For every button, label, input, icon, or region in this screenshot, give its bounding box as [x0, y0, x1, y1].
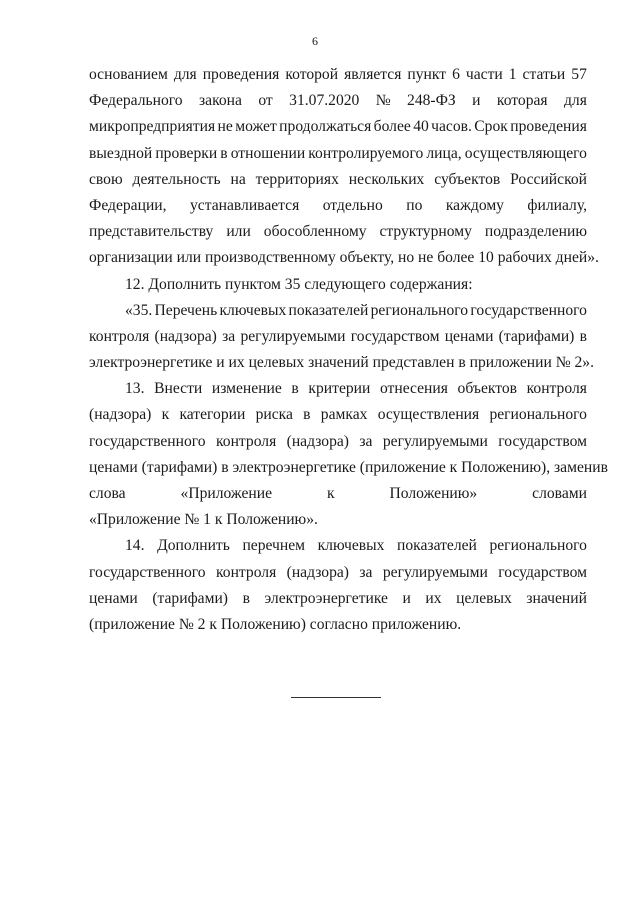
- word: 31.07.2020: [289, 92, 360, 110]
- word: осуществления: [377, 406, 480, 424]
- word: (надзора): [286, 432, 350, 450]
- word: для: [564, 92, 587, 110]
- word: контроля: [215, 432, 277, 450]
- word: отношении: [230, 144, 306, 162]
- word: лица,: [426, 144, 462, 162]
- word: на: [230, 170, 246, 188]
- text-line-last: «Приложение № 1 к Положению».: [89, 511, 318, 529]
- word: более: [373, 118, 411, 136]
- word: государством: [498, 563, 587, 581]
- word: (надзора): [286, 563, 350, 581]
- paragraph-item-13: [89, 376, 608, 533]
- paragraph-item-12: [89, 272, 587, 298]
- word: электроэнергетике: [264, 589, 388, 607]
- word: целевых: [456, 589, 512, 607]
- word: микропредприятия: [89, 118, 216, 136]
- word: 13.: [125, 380, 145, 398]
- word: Дополнить: [157, 537, 230, 555]
- word: 1: [508, 66, 517, 83]
- paragraph-item-14: [89, 533, 587, 638]
- word: от: [258, 92, 273, 110]
- word: 14.: [125, 537, 145, 555]
- word: и: [402, 589, 411, 607]
- document-body: [89, 62, 608, 638]
- word: контроля: [526, 380, 587, 398]
- word: ценами: [89, 589, 138, 607]
- word: слова: [89, 485, 126, 502]
- word: часов.: [431, 118, 472, 136]
- word: проведения: [510, 118, 587, 136]
- word: значений: [526, 589, 587, 607]
- word: статьи: [522, 66, 566, 83]
- word: деятельность: [132, 170, 221, 188]
- text-line: [89, 429, 587, 455]
- word: филиалу,: [527, 196, 587, 214]
- word: (тарифами): [152, 589, 229, 607]
- word: осуществляющего: [464, 144, 587, 162]
- word: территориях: [255, 170, 339, 188]
- word: за: [359, 432, 373, 450]
- word: которая: [496, 92, 548, 110]
- word: изменение: [211, 380, 282, 398]
- word: риска: [255, 406, 293, 424]
- word: Положению»: [389, 485, 478, 502]
- word: обособленному: [263, 223, 367, 241]
- word: регионального: [370, 301, 469, 319]
- text-line: [89, 167, 587, 193]
- word: за: [359, 563, 373, 581]
- word: категории: [179, 406, 246, 424]
- text-line: [89, 298, 587, 324]
- word: (тарифами): [498, 327, 575, 345]
- word: Федерального: [89, 92, 183, 110]
- text-line: [89, 219, 587, 245]
- text-line: [89, 402, 587, 428]
- word: регулируемыми: [382, 563, 488, 581]
- word: за: [222, 327, 236, 345]
- word: выездной: [89, 144, 153, 162]
- text-line: [89, 376, 587, 402]
- paragraph-item-35-quote: [89, 298, 594, 377]
- word: для: [173, 66, 197, 83]
- word: Федерации,: [89, 196, 167, 214]
- word: устанавливается: [189, 196, 300, 214]
- word: в: [242, 589, 250, 607]
- word: Российской: [510, 170, 587, 188]
- page-number: 6: [312, 34, 318, 48]
- word: закона: [199, 92, 242, 110]
- word: показателей: [288, 301, 369, 319]
- text-line: [89, 324, 587, 350]
- text-line: [89, 560, 587, 586]
- word: к: [161, 406, 170, 424]
- text-line: [89, 481, 587, 507]
- word: структурному: [379, 223, 472, 241]
- word: критерии: [308, 380, 371, 398]
- word: рамках: [320, 406, 368, 424]
- word: государством: [498, 432, 587, 450]
- text-line: [89, 193, 587, 219]
- word: словами: [532, 485, 587, 502]
- word: государством: [350, 327, 440, 345]
- text-line: [89, 88, 587, 114]
- word: в: [303, 406, 311, 424]
- word: Срок: [474, 118, 508, 136]
- text-line: [89, 141, 587, 167]
- word: Внести: [154, 380, 203, 398]
- word: основанием: [89, 66, 168, 83]
- word: или: [226, 223, 251, 241]
- word: субъектов: [434, 170, 501, 188]
- word: 248-ФЗ: [407, 92, 456, 110]
- word: Перечень: [154, 301, 218, 319]
- text-line: ценами (тарифами) в электроэнергетике (приложение к Положению), заменив: [89, 458, 608, 476]
- text-line-last: электроэнергетике и их целевых значений представлен в приложении № 2».: [89, 354, 594, 372]
- word: к: [327, 485, 335, 502]
- word: показателей: [397, 537, 477, 555]
- word: ключевых: [317, 537, 385, 555]
- word: «Приложение: [180, 485, 273, 502]
- end-of-text-divider: [291, 697, 381, 698]
- word: в: [291, 380, 299, 398]
- word: части: [465, 66, 503, 83]
- word: свою: [89, 170, 123, 188]
- word: перечнем: [242, 537, 306, 555]
- word: пункт: [407, 66, 447, 83]
- word: государственного: [89, 563, 206, 581]
- word: контроля: [215, 563, 277, 581]
- word: ценами: [444, 327, 494, 345]
- text-line: [89, 114, 587, 140]
- word: (надзора): [154, 327, 217, 345]
- paragraph-continuation: [89, 62, 599, 272]
- word: контроля: [89, 327, 150, 345]
- text-line-last: 12. Дополнить пунктом 35 следующего содержания:: [125, 275, 473, 293]
- word: подразделению: [484, 223, 587, 241]
- text-line: [89, 533, 587, 559]
- word: отнесения: [379, 380, 448, 398]
- text-line-last: организации или производственному объекту, но не более 10 рабочих дней».: [89, 249, 599, 267]
- word: контролируемого: [308, 144, 424, 162]
- text-line: [89, 586, 587, 612]
- word: является: [344, 66, 402, 83]
- word: регулируемыми: [240, 327, 346, 345]
- word: государственного: [89, 432, 206, 450]
- word: 57: [571, 66, 587, 83]
- word: в: [220, 144, 228, 162]
- word: государственного: [470, 301, 587, 319]
- word: которой: [285, 66, 339, 83]
- word: в: [579, 327, 587, 345]
- word: №: [375, 92, 391, 110]
- word: представительству: [89, 223, 214, 241]
- word: регионального: [489, 537, 587, 555]
- word: 6: [452, 66, 460, 83]
- word: 40: [413, 118, 429, 136]
- text-line: [89, 62, 587, 88]
- word: каждому: [445, 196, 504, 214]
- word: (надзора): [89, 406, 152, 424]
- word: и: [472, 92, 481, 110]
- text-line-last: (приложение № 2 к Положению) согласно приложению.: [89, 615, 462, 633]
- word: нескольких: [348, 170, 425, 188]
- word: ключевых: [219, 301, 287, 319]
- word: по: [406, 196, 423, 214]
- word: регулируемыми: [382, 432, 488, 450]
- word: проведения: [202, 66, 280, 83]
- word: может: [235, 118, 277, 136]
- word: регионального: [489, 406, 587, 424]
- word: «35.: [125, 301, 153, 319]
- word: проверки: [155, 144, 218, 162]
- word: отдельно: [322, 196, 383, 214]
- word: не: [217, 118, 233, 136]
- word: объектов: [457, 380, 518, 398]
- word: продолжаться: [279, 118, 372, 136]
- word: их: [425, 589, 442, 607]
